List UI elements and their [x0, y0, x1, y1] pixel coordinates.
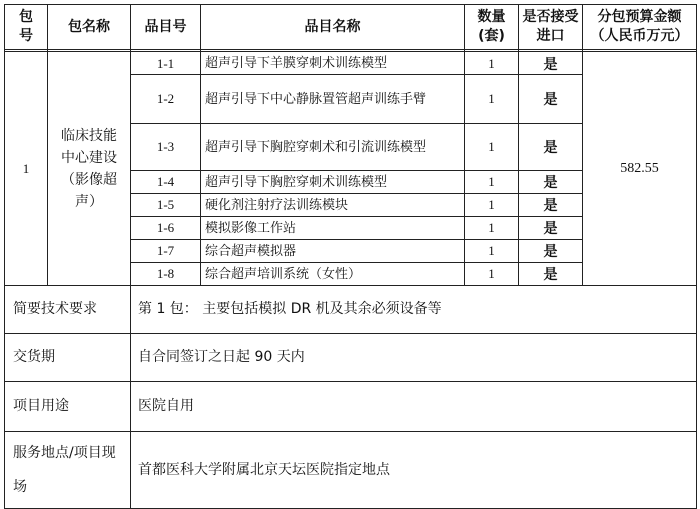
package-budget: 582.55: [620, 161, 659, 176]
item-qty: 1: [488, 139, 495, 154]
detail-label-service-location: 服务地点/项目现场: [13, 445, 116, 495]
detail-value-delivery: 自合同签订之日起 90 天内: [138, 349, 305, 365]
item-imported: 是: [543, 267, 558, 283]
header-imported: 是否接受进口: [522, 9, 579, 44]
item-imported: 是: [543, 56, 558, 73]
item-imported: 是: [543, 221, 558, 237]
item-qty: 1: [488, 197, 495, 212]
item-imported: 是: [543, 140, 558, 156]
item-name: 模拟影像工作站: [205, 220, 297, 236]
item-no: 1-3: [156, 139, 175, 154]
item-name: 硬化剂注射疗法训练模块: [205, 197, 349, 213]
item-no: 1-4: [156, 174, 175, 189]
item-imported: 是: [543, 92, 558, 108]
header-pkg-no: 包号: [19, 9, 33, 44]
detail-label-purpose: 项目用途: [13, 398, 69, 414]
detail-value-purpose: 医院自用: [138, 398, 194, 414]
item-no: 1-6: [156, 220, 175, 235]
header-budget: 分包预算金额（人民币万元）: [590, 9, 689, 44]
item-no: 1-1: [156, 55, 175, 71]
item-name: 超声引导下胸腔穿刺术和引流训练模型: [205, 139, 427, 155]
item-qty: 1: [488, 55, 495, 71]
package-name: 临床技能中心建设（影像超声）: [61, 128, 117, 210]
item-name: 综合超声模拟器: [205, 243, 297, 259]
item-name: 综合超声培训系统（女性）: [205, 266, 362, 282]
item-no: 1-7: [156, 243, 175, 258]
detail-label-delivery: 交货期: [13, 349, 55, 365]
header-item-no: 品目号: [144, 18, 187, 35]
item-qty: 1: [488, 220, 495, 235]
item-imported: 是: [543, 198, 558, 214]
item-qty: 1: [488, 266, 495, 281]
item-qty: 1: [488, 243, 495, 258]
item-qty: 1: [488, 91, 495, 106]
item-no: 1-2: [156, 91, 175, 106]
item-qty: 1: [488, 174, 495, 189]
item-imported: 是: [543, 244, 558, 260]
header-pkg-name: 包名称: [68, 18, 110, 35]
item-name: 超声引导下胸腔穿刺术训练模型: [205, 174, 388, 190]
item-name: 超声引导下中心静脉置管超声训练手臂: [205, 91, 427, 107]
detail-label-tech-requirements: 简要技术要求: [13, 301, 97, 317]
item-no: 1-8: [156, 266, 175, 281]
header-item-name: 品目名称: [304, 18, 361, 35]
item-name: 超声引导下羊膜穿刺术训练模型: [205, 56, 388, 71]
package-number: 1: [22, 161, 30, 176]
detail-value-tech-requirements: 第 1 包： 主要包括模拟 DR 机及其余必须设备等: [138, 301, 442, 317]
item-imported: 是: [543, 175, 558, 191]
header-qty: 数量(套): [477, 9, 506, 44]
detail-value-service-location: 首都医科大学附属北京天坛医院指定地点: [138, 461, 390, 478]
item-no: 1-5: [156, 197, 175, 212]
